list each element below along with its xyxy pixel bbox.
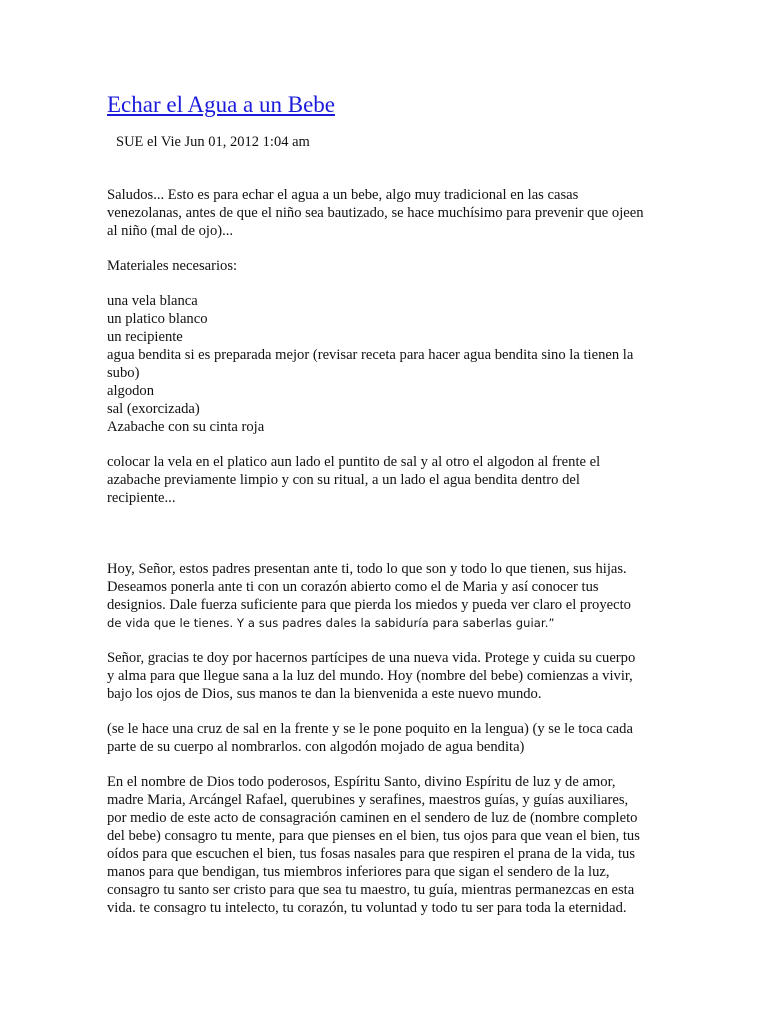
document-page — [107, 90, 652, 917]
post-body — [107, 186, 652, 917]
note-line: parte de su cuerpo al nombrarlos. con algodón mojado de agua bendita) — [107, 739, 525, 755]
material-item: sal (exorcizada) — [107, 401, 200, 417]
prayer-line: Hoy, Señor, estos padres presentan ante ti, todo lo que son y todo lo que tienen, sus hijas. — [107, 561, 627, 577]
prayer-line: Señor, gracias te doy por hacernos partícipes de una nueva vida. Protege y cuida su cuerpo — [107, 650, 636, 666]
post-meta: SUE el Vie Jun 01, 2012 1:04 am — [116, 134, 310, 150]
materials-heading: Materiales necesarios: — [107, 258, 238, 274]
prayer-line: bajo los ojos de Dios, sus manos te dan la bienvenida a este nuevo mundo. — [107, 686, 542, 702]
intro-line: venezolanas, antes de que el niño sea bautizado, se hace muchísimo para prevenir que ojeen — [107, 205, 644, 221]
post-title-link[interactable]: Echar el Agua a un Bebe — [107, 92, 335, 117]
instructions-line: colocar la vela en el platico aun lado el puntito de sal y al otro el algodon al frente el — [107, 454, 601, 470]
consecration-line: En el nombre de Dios todo poderosos, Espíritu Santo, divino Espíritu de luz y de amor, — [107, 774, 616, 790]
instructions-line: recipiente... — [107, 490, 176, 506]
consecration-line: manos para que bendigan, tus miembros inferiores para que sigan el sendero de la luz, — [107, 864, 610, 880]
material-item: algodon — [107, 383, 155, 399]
prayer-line: y alma para que llegue sana a la luz del mundo. Hoy (nombre del bebe) comienzas a vivir, — [107, 668, 633, 684]
note-line: (se le hace una cruz de sal en la frente y se le pone poquito en la lengua) (y se le toca cada — [107, 721, 633, 737]
consecration-line: por medio de este acto de consagración caminen en el sendero de luz de (nombre completo — [107, 810, 638, 826]
intro-line: Saludos... Esto es para echar el agua a un bebe, algo muy tradicional en las casas — [107, 187, 579, 203]
material-item: un platico blanco — [107, 311, 208, 327]
material-item: agua bendita si es preparada mejor (revisar receta para hacer agua bendita sino la tienen la — [107, 347, 634, 363]
consecration-line: consagro tu santo ser cristo para que sea tu maestro, tu guía, mientras permanezcas en esta — [107, 882, 635, 898]
material-item: Azabache con su cinta roja — [107, 419, 265, 435]
consecration-line: oídos para que escuchen el bien, tus fosas nasales para que respiren el prana de la vida, tus — [107, 846, 636, 862]
intro-line: al niño (mal de ojo)... — [107, 223, 234, 239]
instructions-line: azabache previamente limpio y con su ritual, a un lado el agua bendita dentro del — [107, 472, 580, 488]
consecration-line: madre Maria, Arcángel Rafael, querubines y serafines, maestros guías, y guías auxiliares, — [107, 792, 629, 808]
prayer-line: designios. Dale fuerza suficiente para que pierda los miedos y pueda ver claro el proyecto — [107, 597, 631, 613]
material-item: un recipiente — [107, 329, 183, 345]
consecration-line: del bebe) consagro tu mente, para que pienses en el bien, tus ojos para que vean el bien, tus — [107, 828, 640, 844]
prayer-line: Deseamos ponerla ante ti con un corazón abierto como el de Maria y así conocer tus — [107, 579, 599, 595]
prayer-line: de vida que le tienes. Y a sus padres dales la sabiduría para saberlas guiar.” — [107, 616, 555, 630]
material-item: una vela blanca — [107, 293, 198, 309]
material-item: subo) — [107, 365, 140, 381]
consecration-line: vida. te consagro tu intelecto, tu corazón, tu voluntad y todo tu ser para toda la eternidad. — [107, 900, 627, 916]
